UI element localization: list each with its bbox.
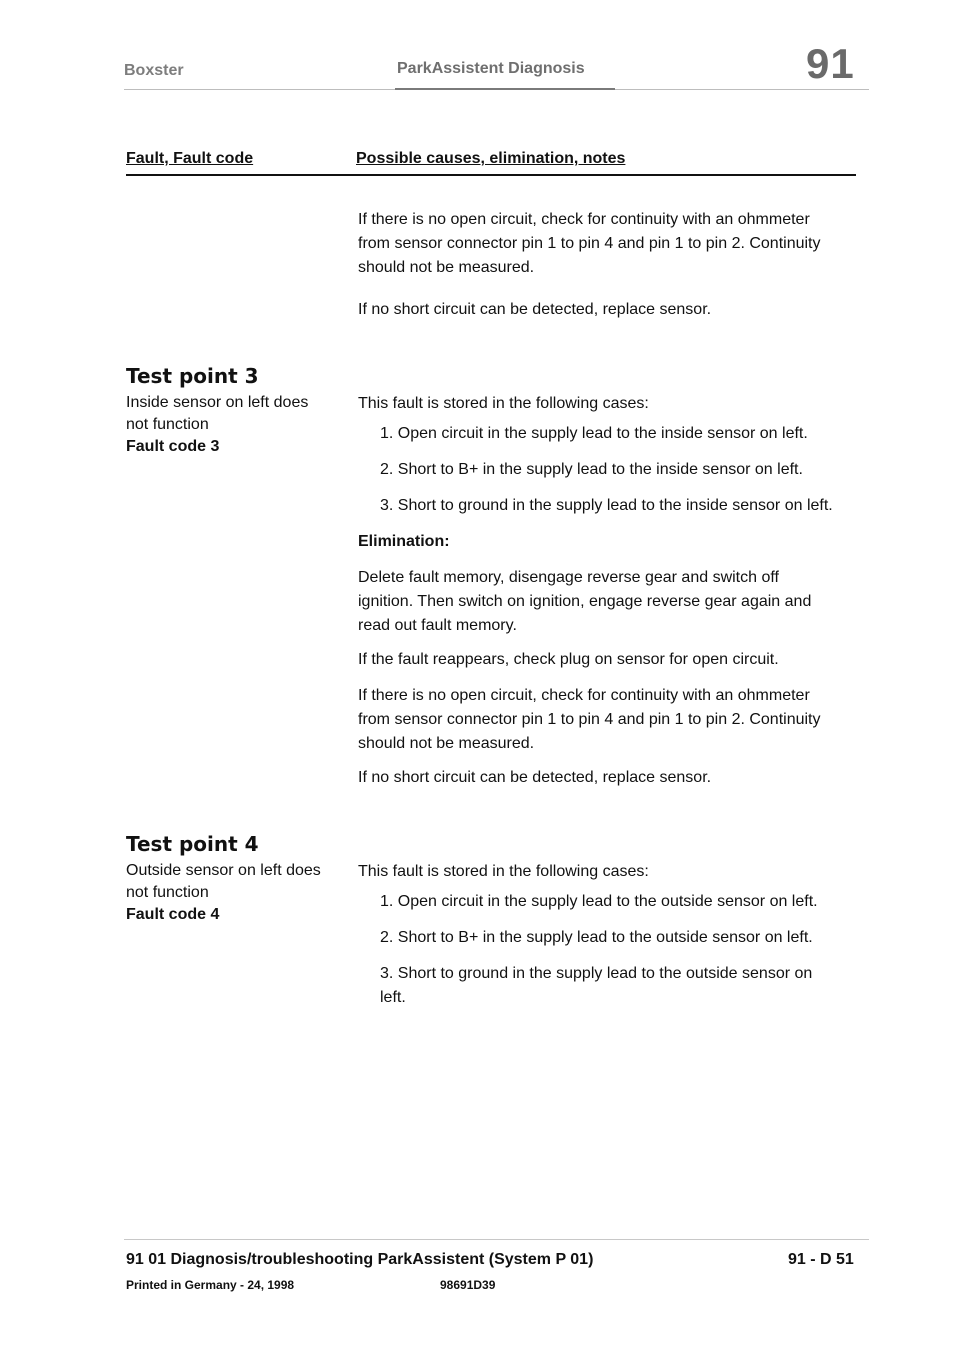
column-header-rule [126, 174, 856, 176]
test-point-4-title: Test point 4 [126, 832, 259, 856]
test-point-4-item-3: 3. Short to ground in the supply lead to the outside sensor on left. [380, 965, 813, 1006]
intro-replace-paragraph: If no short circuit can be detected, replace sensor. [358, 301, 712, 318]
test-point-4-description: Outside sensor on left does not function [126, 862, 321, 901]
test-point-4-item-1: 1. Open circuit in the supply lead to the outside sensor on left. [380, 893, 818, 910]
header-section-title: ParkAssistent Diagnosis [397, 60, 585, 77]
footer-page-number: 91 - D 51 [788, 1251, 854, 1268]
header-group-number: 91 [806, 40, 855, 87]
test-point-3-item-1: 1. Open circuit in the supply lead to the inside sensor on left. [380, 425, 808, 442]
header-model: Boxster [124, 62, 184, 79]
header-rule-accent [395, 88, 615, 90]
column-header-fault: Fault, Fault code [126, 150, 254, 167]
footer-rule [124, 1239, 869, 1240]
test-point-4-fault-code: Fault code 4 [126, 906, 220, 923]
intro-continuity-paragraph: If there is no open circuit, check for continuity with an ohmmeter from sensor connector pin 1 to pin 4 and pin 1 to pin 2. Continuity should not be measured. [358, 211, 821, 276]
test-point-3-elimination-p1: Delete fault memory, disengage reverse gear and switch off ignition. Then switch on ignition, engage reverse gear again and read out fault memory. [358, 569, 812, 634]
test-point-3-item-3: 3. Short to ground in the supply lead to the inside sensor on left. [380, 497, 833, 514]
footer-printed: Printed in Germany - 24, 1998 [126, 1278, 295, 1292]
test-point-3-description: Inside sensor on left does not function [126, 394, 309, 433]
test-point-3-elimination-heading: Elimination: [358, 533, 450, 550]
footer-document-number: 98691D39 [440, 1278, 496, 1292]
test-point-3-elimination-p2: If the fault reappears, check plug on sensor for open circuit. [358, 651, 779, 668]
test-point-4-item-2: 2. Short to B+ in the supply lead to the outside sensor on left. [380, 929, 813, 946]
test-point-3-elimination-p3: If there is no open circuit, check for continuity with an ohmmeter from sensor connector pin 1 to pin 4 and pin 1 to pin 2. Continuity should not be measured. [358, 687, 821, 752]
test-point-3-item-2: 2. Short to B+ in the supply lead to the inside sensor on left. [380, 461, 803, 478]
test-point-3-fault-code: Fault code 3 [126, 438, 220, 455]
test-point-4-lead: This fault is stored in the following cases: [358, 863, 649, 880]
footer-title: 91 01 Diagnosis/troubleshooting ParkAssistent (System P 01) [126, 1251, 594, 1268]
column-header-causes: Possible causes, elimination, notes [356, 150, 626, 167]
test-point-3-elimination-p4: If no short circuit can be detected, replace sensor. [358, 769, 712, 786]
test-point-3-title: Test point 3 [126, 364, 259, 388]
test-point-3-lead: This fault is stored in the following cases: [358, 395, 649, 412]
